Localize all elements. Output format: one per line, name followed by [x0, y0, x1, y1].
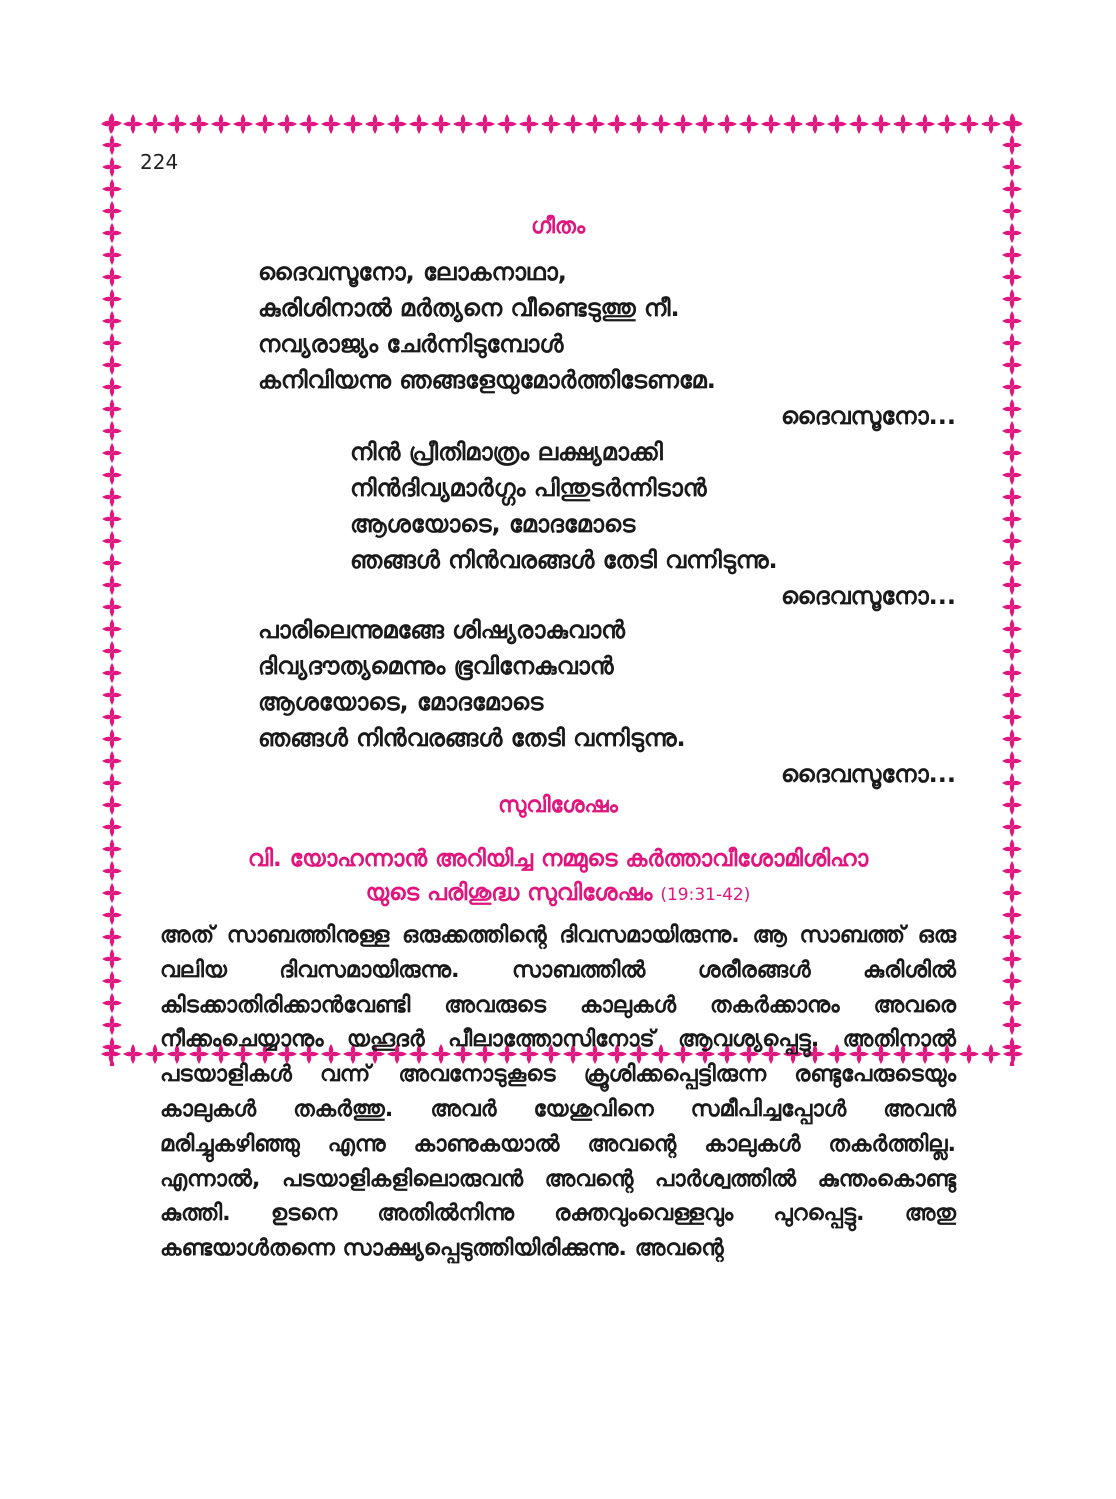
song-line: കനിവിയന്നു ഞങ്ങളേയുമോർത്തിടേണമേ.	[258, 366, 716, 394]
page-number: 224	[140, 150, 179, 174]
decorative-border-right	[1000, 112, 1024, 1066]
song-title: ഗീതം	[530, 214, 586, 239]
song-refrain: ദൈവസൂനോ...	[781, 402, 956, 430]
song-refrain: ദൈവസൂനോ...	[781, 582, 956, 610]
song-line: ആശയോടെ, മോദമോടെ	[258, 688, 544, 716]
song-line: നവ്യരാജ്യം ചേർന്നിടുമ്പോൾ	[258, 330, 564, 358]
reading-title-line2-text: യുടെ പരിശുദ്ധ സുവിശേഷം	[365, 880, 653, 906]
song-line: നിൻ പ്രീതിമാത്രം ലക്ഷ്യമാക്കി	[350, 438, 663, 466]
song-line: ഞങ്ങൾ നിൻവരങ്ങൾ തേടി വന്നിടുന്നു.	[258, 724, 686, 752]
song-line: ദിവ്യദൗത്യമെന്നും ഭൂവിനേകുവാൻ	[258, 652, 614, 680]
gospel-title: സുവിശേഷം	[498, 793, 618, 818]
gospel-text: അത് സാബത്തിനുള്ള ഒരുക്കത്തിന്റെ ദിവസമായിരുന്നു. ആ സാബത്ത് ഒരു വലിയ ദിവസമായിരുന്നു. സാബത്തിൽ ശരീരങ്ങൾ കുരിശിൽ കിടക്കാതിരിക്കാൻവേണ്ടി അവരുടെ കാലുകൾ തകർക്കാനും അവരെ നീക്കംചെയ്യാനും യഹൂദർ പീലാത്തോസിനോട് ആവശ്യപ്പെട്ടു. അതിനാൽ പടയാളികൾ വന്ന് അവനോടുകൂടെ ക്രൂശിക്കപ്പെട്ടിരുന്ന രണ്ടുപേരുടെയും കാലുകൾ തകർത്തു. അവർ യേശുവിനെ സമീപിച്ചപ്പോൾ അവൻ മരിച്ചുകഴിഞ്ഞു എന്നു കാണുകയാൽ അവന്റെ കാലുകൾ തകർത്തില്ല. എന്നാൽ, പടയാളികളിലൊരുവൻ അവന്റെ പാർശ്വത്തിൽ കുന്തംകൊണ്ടു കുത്തി. ഉടനെ അതിൽനിന്നു രക്തവുംവെള്ളവും പുറപ്പെട്ടു. അതു കണ്ടയാൾതന്നെ സാക്ഷ്യപ്പെടുത്തിയിരിക്കുന്നു. അവന്റെ	[160, 922, 956, 1262]
song-line: ദൈവസൂനോ, ലോകനാഥാ,	[258, 258, 567, 286]
reading-title-line2	[0, 876, 1116, 912]
song-line: കുരിശിനാൽ മർത്യനെ വീണ്ടെടുത്തു നീ.	[258, 294, 680, 322]
song-refrain: ദൈവസൂനോ...	[781, 760, 956, 788]
song-line: പാരിലെന്നുമങ്ങേ ശിഷ്യരാകുവാൻ	[258, 616, 625, 644]
reading-reference: (19:31-42)	[660, 885, 751, 905]
decorative-border-top	[100, 112, 1024, 136]
decorative-border-left	[100, 112, 124, 1066]
song-line: നിൻദിവ്യമാർഗ്ഗം പിന്തുടർന്നിടാൻ	[350, 474, 707, 502]
song-line: ആശയോടെ, മോദമോടെ	[350, 510, 636, 538]
song-line: ഞങ്ങൾ നിൻവരങ്ങൾ തേടി വന്നിടുന്നു.	[350, 546, 778, 574]
reading-title	[0, 842, 1116, 912]
reading-title-line1: വി. യോഹന്നാൻ അറിയിച്ച നമ്മുടെ കർത്താവീശോമിശിഹാ	[247, 846, 869, 872]
